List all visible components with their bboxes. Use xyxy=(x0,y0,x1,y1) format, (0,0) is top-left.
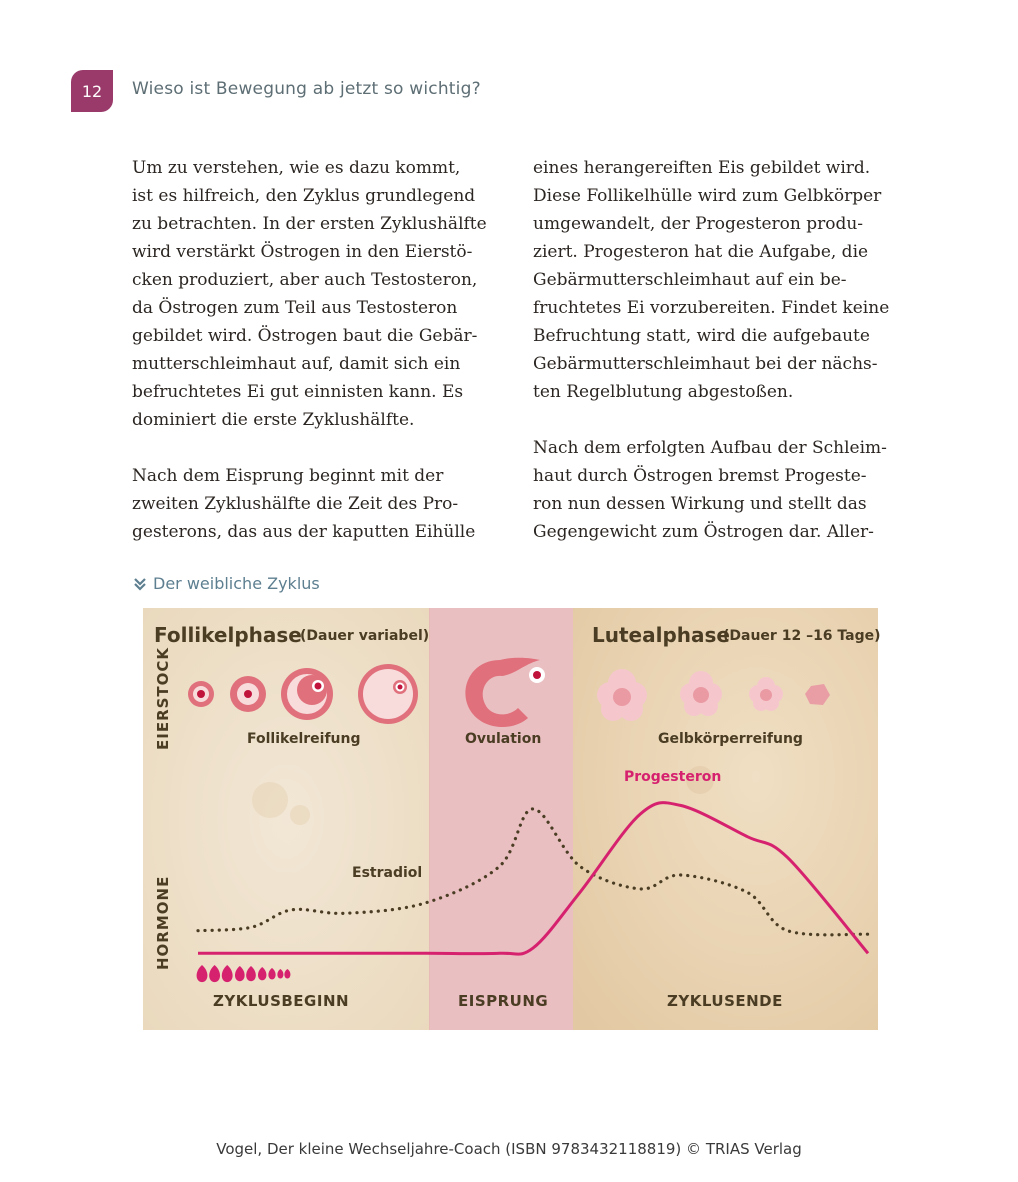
page-number-badge xyxy=(71,70,113,112)
text-line: Befruchtung statt, wird die aufgebaute xyxy=(533,326,870,346)
text-line: mutterschleimhaut auf, damit sich ein xyxy=(132,354,461,374)
text-line: Diese Follikelhülle wird zum Gelbkörper xyxy=(533,186,882,206)
row-label-ovary: EIERSTOCK xyxy=(154,646,172,750)
text-line: ten Regelblutung abgestoßen. xyxy=(533,382,794,402)
phase-label-ovulation: EISPRUNG xyxy=(458,992,549,1010)
text-column-left xyxy=(132,154,492,574)
text-line: Gebärmutterschleimhaut auf ein be- xyxy=(533,270,847,290)
stage-label-follicle: Follikelreifung xyxy=(247,731,361,747)
watercolor-spot xyxy=(252,782,288,818)
text-line: umgewandelt, der Progesteron produ- xyxy=(533,214,864,234)
text-line: befruchtetes Ei gut einnisten kann. Es xyxy=(132,382,464,402)
paragraph xyxy=(132,462,492,546)
text-line: gebildet wird. Östrogen baut die Gebär- xyxy=(132,326,478,346)
chevron-down-icon xyxy=(133,577,147,591)
paragraph xyxy=(533,154,888,406)
stage-label-corpus: Gelbkörperreifung xyxy=(658,731,803,747)
text-line: cken produziert, aber auch Testosteron, xyxy=(132,270,478,290)
text-line: Um zu verstehen, wie es dazu kommt, xyxy=(132,158,461,178)
follicle-icon xyxy=(230,676,266,712)
text-line: Gebärmutterschleimhaut bei der nächs- xyxy=(533,354,878,374)
text-line: haut durch Östrogen bremst Progeste- xyxy=(533,466,867,486)
follicle-icon xyxy=(358,664,418,724)
luteal-phase-note: (Dauer 12 –16 Tage) xyxy=(723,628,881,644)
text-column-right xyxy=(533,154,888,574)
row-label-hormones: HORMONE xyxy=(154,875,172,970)
stage-label-ovulation: Ovulation xyxy=(465,731,542,747)
text-line: zu betrachten. In der ersten Zyklushälfte xyxy=(132,214,487,234)
figure-caption xyxy=(133,574,320,593)
estradiol-label: Estradiol xyxy=(352,865,423,881)
cycle-figure xyxy=(140,600,885,1035)
text-line: Nach dem Eisprung beginnt mit der xyxy=(132,466,444,486)
text-line: ziert. Progesteron hat die Aufgabe, die xyxy=(533,242,869,262)
follicle-icon xyxy=(188,681,214,707)
luteal-phase-title: Lutealphase xyxy=(592,623,730,647)
text-line: fruchtetes Ei vorzubereiten. Findet keine xyxy=(533,298,890,318)
page-number: 12 xyxy=(81,81,103,101)
phase-label-end: ZYKLUSENDE xyxy=(667,992,783,1010)
follicular-phase-note: (Dauer variabel) xyxy=(300,628,430,644)
text-line: Gegengewicht zum Östrogen dar. Aller- xyxy=(533,522,874,542)
figure-caption-text: Der weibliche Zyklus xyxy=(153,574,320,593)
follicle-icon xyxy=(281,668,333,720)
phase-label-start: ZYKLUSBEGINN xyxy=(213,992,350,1010)
watercolor-spot xyxy=(290,805,310,825)
text-line: da Östrogen zum Teil aus Testosteron xyxy=(132,298,458,318)
text-line: gesterons, das aus der kaputten Eihülle xyxy=(132,522,476,542)
running-title: Wieso ist Bewegung ab jetzt so wichtig? xyxy=(132,79,481,99)
paragraph xyxy=(132,154,492,434)
footer-citation: Vogel, Der kleine Wechseljahre-Coach (ISBN 9783432118819) © TRIAS Verlag xyxy=(216,1140,802,1158)
text-line: zweiten Zyklushälfte die Zeit des Pro- xyxy=(132,494,459,514)
text-line: ist es hilfreich, den Zyklus grundlegend xyxy=(132,186,476,206)
text-line: Nach dem erfolgten Aufbau der Schleim- xyxy=(533,438,887,458)
text-line: eines herangereiften Eis gebildet wird. xyxy=(533,158,871,178)
text-line: dominiert die erste Zyklushälfte. xyxy=(132,410,415,430)
text-line: wird verstärkt Östrogen in den Eierstö- xyxy=(132,242,473,262)
follicular-phase-title: Follikelphase xyxy=(154,623,302,647)
paragraph xyxy=(533,434,888,546)
cycle-chart xyxy=(140,600,885,1035)
progesterone-label: Progesteron xyxy=(624,769,722,785)
text-line: ron nun dessen Wirkung und stellt das xyxy=(533,494,867,514)
